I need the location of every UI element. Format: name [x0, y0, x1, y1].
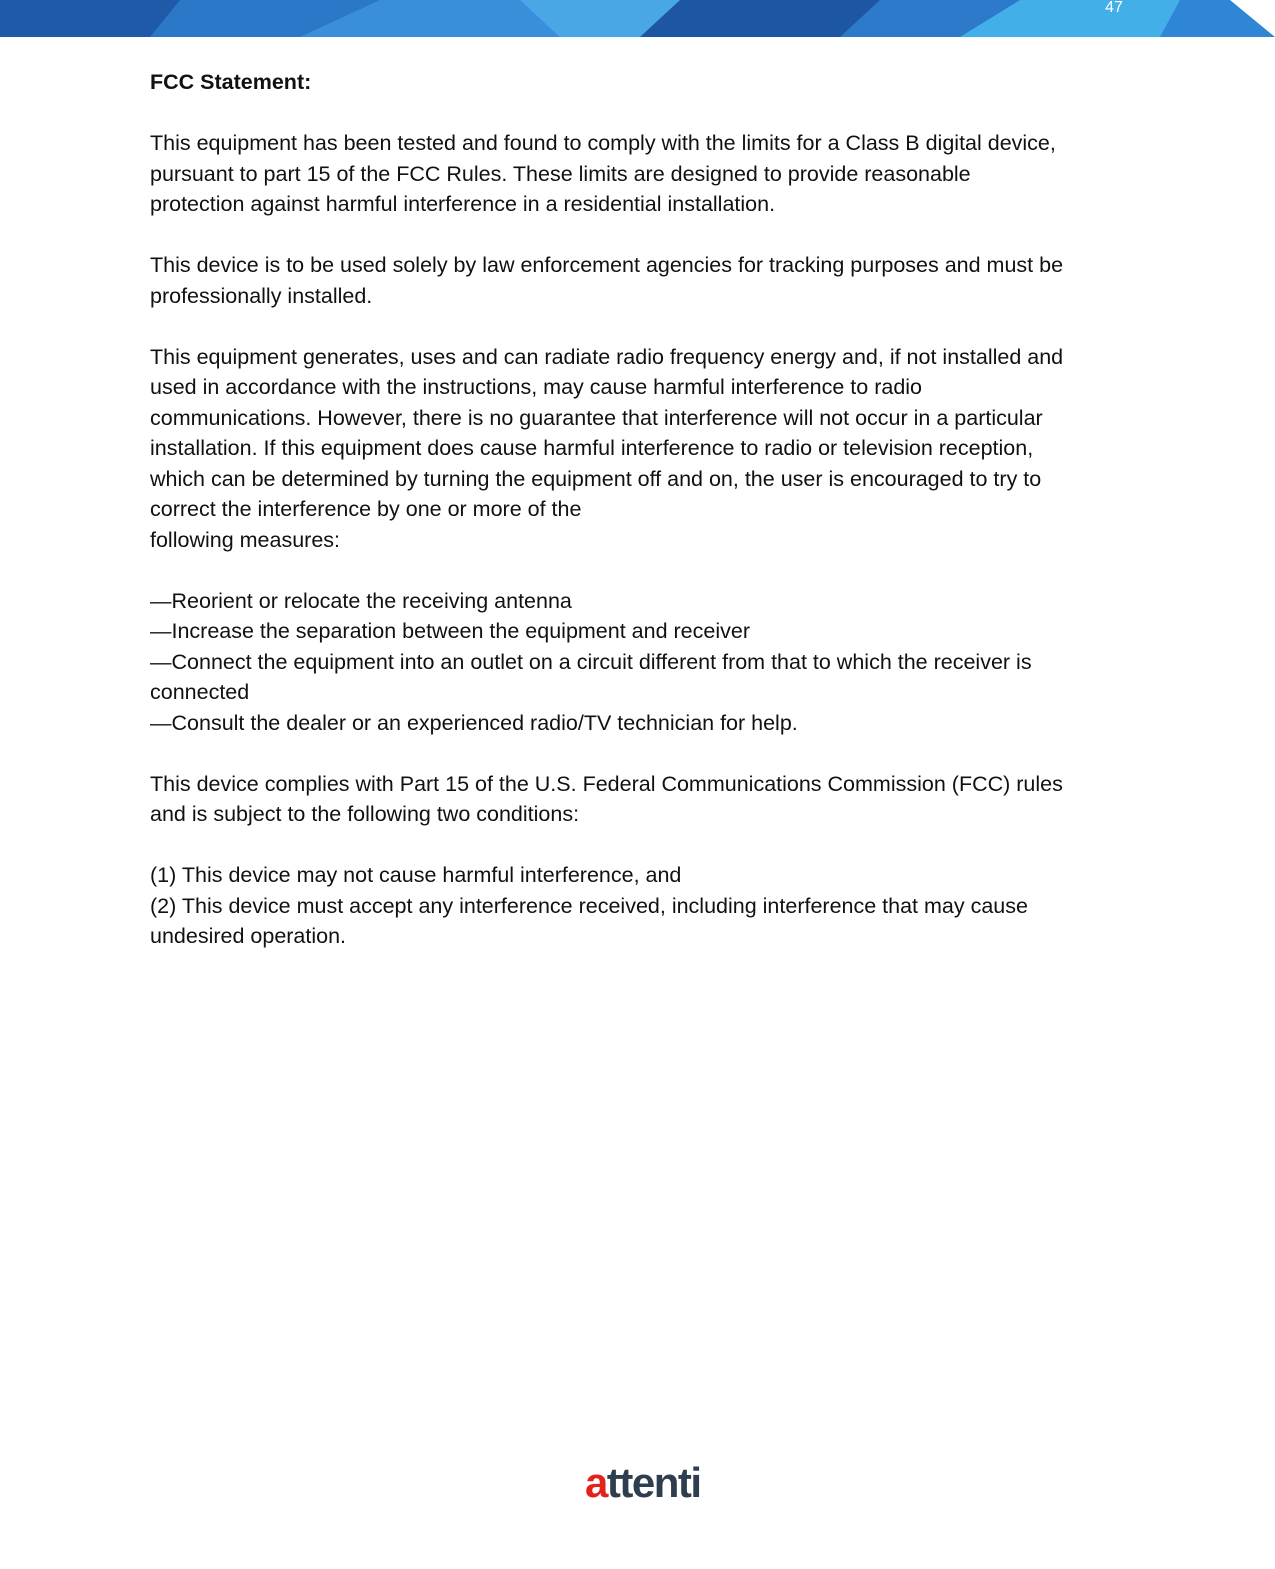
text-line: This device complies with Part 15 of the U.S. Federal Communications Commission (FCC) rules	[150, 771, 1063, 796]
attenti-logo	[585, 1458, 725, 1508]
list-item: —Reorient or relocate the receiving antenna	[150, 588, 572, 613]
list-item: —Connect the equipment into an outlet on a circuit different from that to which the receiver is	[150, 649, 1032, 674]
text-line: correct the interference by one or more of the	[150, 497, 582, 521]
spacer	[150, 311, 1135, 342]
text-line: This device is to be used solely by law enforcement agencies for tracking purposes and must be	[150, 253, 1064, 277]
text-line: communications. However, there is no guarantee that interference will not occur in a particular	[150, 405, 1043, 430]
text-line: pursuant to part 15 of the FCC Rules. These limits are designed to provide reasonable	[150, 161, 971, 186]
list-item: —Increase the separation between the equipment and receiver	[150, 619, 750, 643]
header-banner	[0, 0, 1275, 37]
paragraph-part-15-compliance	[150, 769, 1135, 830]
spacer	[150, 98, 1135, 129]
text-line: used in accordance with the instructions, may cause harmful interference to radio	[150, 375, 923, 399]
logo-wordmark-rest: ttenti	[606, 1459, 701, 1506]
page-number: 47	[1105, 0, 1123, 16]
spacer	[150, 220, 1135, 251]
paragraph-law-enforcement-use	[150, 250, 1135, 311]
text-line: and is subject to the following two conditions:	[150, 802, 580, 826]
list-item: undesired operation.	[150, 924, 347, 948]
text-line: installation. If this equipment does cause harmful interference to radio or television reception,	[150, 436, 1034, 460]
text-line: This equipment generates, uses and can radiate radio frequency energy and, if not installed and	[150, 344, 1064, 369]
spacer	[150, 738, 1135, 769]
text-line: which can be determined by turning the equipment off and on, the user is encouraged to try to	[150, 466, 1042, 491]
list-item: (2) This device must accept any interference received, including interference that may cause	[150, 893, 1028, 918]
list-item: connected	[150, 680, 250, 704]
logo-letter-a: a	[585, 1459, 607, 1506]
list-item: (1) This device may not cause harmful interference, and	[150, 863, 682, 887]
measures-list	[150, 586, 1135, 739]
text-line: protection against harmful interference in a residential installation.	[150, 192, 776, 216]
text-line: professionally installed.	[150, 283, 373, 308]
paragraph-class-b-compliance	[150, 128, 1135, 220]
list-item: —Consult the dealer or an experienced radio/TV technician for help.	[150, 710, 798, 735]
text-line: This equipment has been tested and found to comply with the limits for a Class B digital device,	[150, 131, 1056, 155]
document-body	[150, 67, 1135, 952]
conditions-list	[150, 860, 1135, 952]
header-banner-graphic	[0, 0, 1275, 37]
paragraph-interference-notice	[150, 342, 1135, 556]
document-title: FCC Statement:	[150, 70, 312, 94]
text-line: following measures:	[150, 527, 341, 552]
spacer	[150, 830, 1135, 861]
spacer	[150, 555, 1135, 586]
